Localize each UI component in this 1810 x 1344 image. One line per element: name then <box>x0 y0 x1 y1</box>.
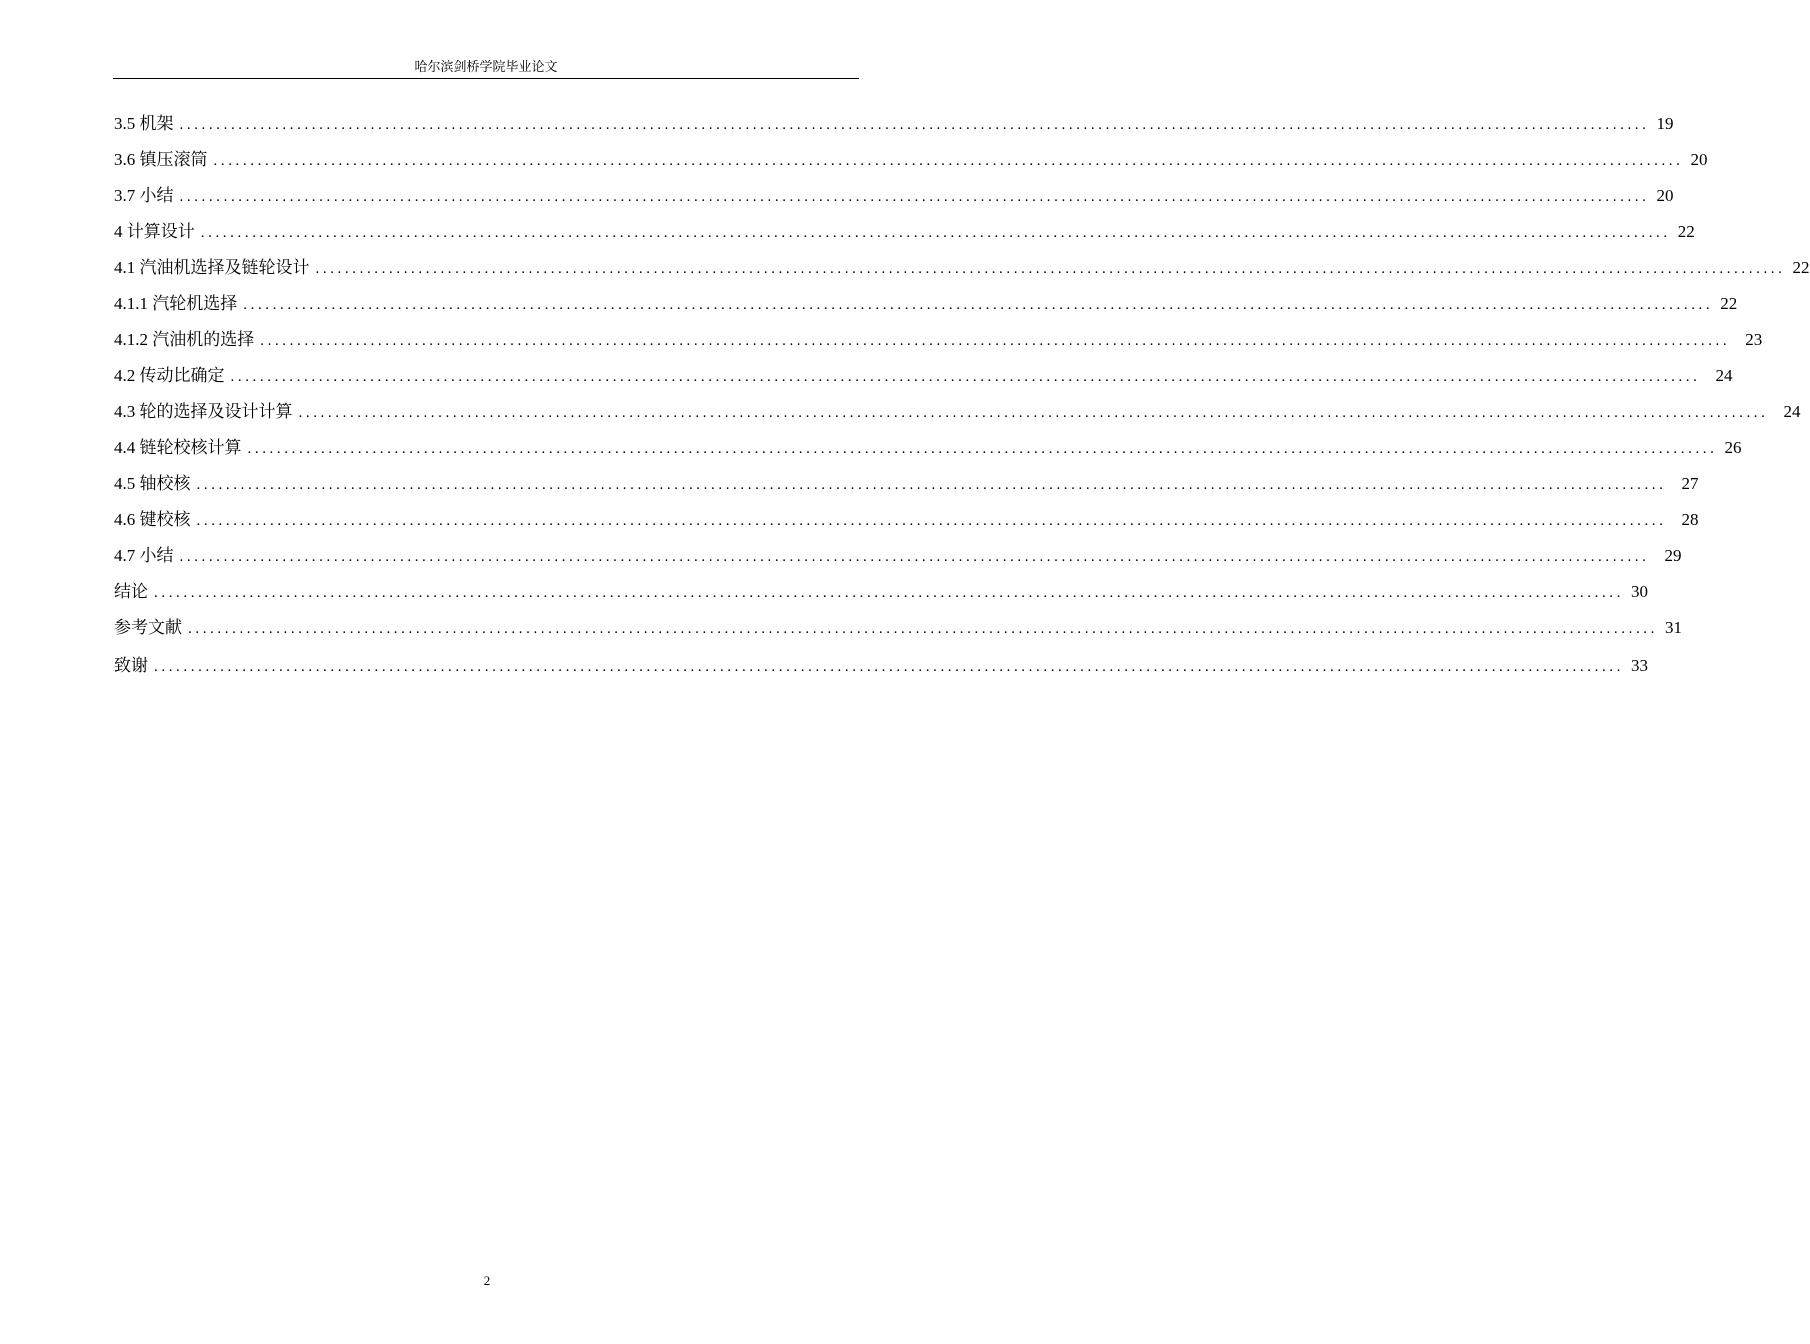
toc-entry-page: 22 <box>1792 258 1810 277</box>
toc-dot-leader: ........................................................................................................................................................................................................ <box>179 189 1650 205</box>
toc-entry-page: 19 <box>1656 114 1674 133</box>
toc-dot-leader: ........................................................................................................................................................................................................ <box>196 513 1667 529</box>
toc-entry-title: 4.2 传动比确定 <box>114 366 225 385</box>
toc-entry-page: 20 <box>1690 150 1708 169</box>
toc-entry[interactable] <box>114 328 1763 364</box>
toc-entry-title: 结论 <box>114 582 148 601</box>
toc-entry-title: 4.4 链轮校核计算 <box>114 438 242 457</box>
toc-entry[interactable] <box>114 436 1742 472</box>
toc-dot-leader: ........................................................................................................................................................................................................ <box>196 477 1667 493</box>
toc-entry-title: 参考文献 <box>114 618 182 637</box>
toc-entry-title: 4.5 轴校核 <box>114 474 191 493</box>
toc-entry[interactable] <box>114 148 1708 184</box>
toc-entry[interactable] <box>114 472 1699 508</box>
toc-entry[interactable] <box>114 580 1648 616</box>
toc-dot-leader: ........................................................................................................................................................................................................ <box>179 117 1650 133</box>
toc-entry-page: 30 <box>1631 582 1648 601</box>
toc-entry-page: 20 <box>1656 186 1674 205</box>
toc-entry-title: 4 计算设计 <box>114 222 195 241</box>
toc-entry-page: 22 <box>1720 294 1738 313</box>
toc-dot-leader: ........................................................................................................................................................................................................ <box>243 297 1714 313</box>
toc-entry-page: 22 <box>1677 222 1695 241</box>
toc-entry-title: 4.7 小结 <box>114 546 174 565</box>
toc-entry-title: 3.6 镇压滚筒 <box>114 150 208 169</box>
table-of-contents <box>114 112 1810 690</box>
toc-entry[interactable] <box>114 400 1801 436</box>
toc-dot-leader: ........................................................................................................................................................................................................ <box>260 333 1731 349</box>
toc-entry-title: 4.1.2 汽油机的选择 <box>114 330 255 349</box>
toc-dot-leader: ........................................................................................................................................................................................................ <box>179 549 1650 565</box>
toc-entry[interactable] <box>114 256 1810 292</box>
toc-entry[interactable] <box>114 508 1699 544</box>
toc-entry-title: 4.1.1 汽轮机选择 <box>114 294 238 313</box>
toc-dot-leader: ........................................................................................................................................................................................................ <box>298 405 1769 421</box>
toc-entry-title: 4.1 汽油机选择及链轮设计 <box>114 258 310 277</box>
toc-entry-page: 27 <box>1681 474 1699 493</box>
page-header: 哈尔滨剑桥学院毕业论文 <box>414 59 558 74</box>
toc-entry[interactable] <box>114 184 1674 220</box>
toc-dot-leader: ........................................................................................................................................................................................................ <box>154 585 1624 601</box>
toc-entry-page: 24 <box>1715 366 1733 385</box>
toc-dot-leader: ........................................................................................................................................................................................................ <box>188 621 1658 637</box>
toc-entry-page: 24 <box>1783 402 1801 421</box>
toc-entry-page: 28 <box>1681 510 1699 529</box>
toc-dot-leader: ........................................................................................................................................................................................................ <box>315 261 1786 277</box>
toc-entry[interactable] <box>114 616 1682 652</box>
toc-entry-page: 23 <box>1745 330 1763 349</box>
toc-dot-leader: ........................................................................................................................................................................................................ <box>213 153 1684 169</box>
toc-entry-title: 3.5 机架 <box>114 114 174 133</box>
toc-entry-page: 26 <box>1724 438 1742 457</box>
toc-dot-leader: ........................................................................................................................................................................................................ <box>200 225 1671 241</box>
toc-entry[interactable] <box>114 654 1648 690</box>
header-divider <box>113 78 859 79</box>
toc-entry-page: 29 <box>1664 546 1682 565</box>
toc-dot-leader: ........................................................................................................................................................................................................ <box>230 369 1701 385</box>
toc-dot-leader: ........................................................................................................................................................................................................ <box>247 441 1718 457</box>
toc-entry-page: 31 <box>1665 618 1682 637</box>
toc-dot-leader: ........................................................................................................................................................................................................ <box>154 659 1624 675</box>
toc-entry[interactable] <box>114 292 1738 328</box>
toc-entry-page: 33 <box>1631 656 1648 675</box>
toc-entry-title: 4.3 轮的选择及设计计算 <box>114 402 293 421</box>
toc-entry-title: 致谢 <box>114 656 148 675</box>
toc-entry[interactable] <box>114 112 1674 148</box>
toc-entry-title: 4.6 键校核 <box>114 510 191 529</box>
page-number: 2 <box>483 1273 491 1288</box>
toc-entry[interactable] <box>114 544 1682 580</box>
toc-entry-title: 3.7 小结 <box>114 186 174 205</box>
toc-entry[interactable] <box>114 220 1695 256</box>
toc-entry[interactable] <box>114 364 1733 400</box>
